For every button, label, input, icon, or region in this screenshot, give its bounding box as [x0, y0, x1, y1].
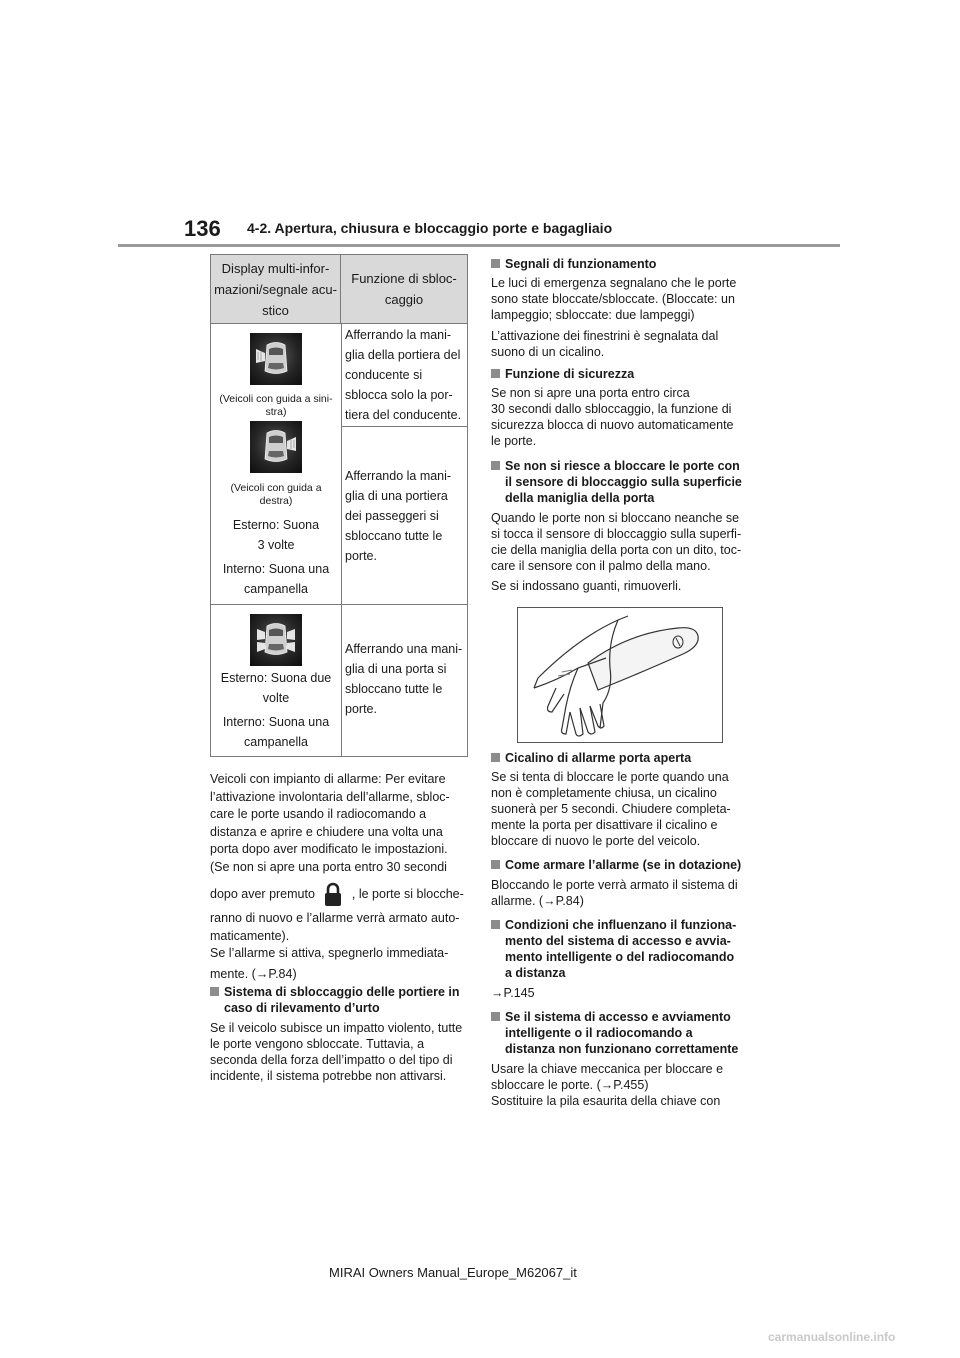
alarm-paragraph: Veicoli con impianto di allarme: Per evitare l’attivazione involontaria dell’allarme, sbloc- care le porte usando il radiocomando a distanza e aprire e chiudere una volta una porta dopo aver modificato le impostazioni. (Se non si apre una porta entro 30 secondi dopo aver premuto , le porte si blocche- ranno di nuovo e l’allarme verrà armato auto- maticamente). Se l’allarme si attiva, spegnerlo immediata- mente. (→P.84)	[210, 772, 464, 981]
car-left-door-unlock-icon	[250, 333, 302, 385]
bullet-square	[491, 753, 500, 762]
bullet-square	[491, 259, 500, 268]
row1-sound: Esterno: Suona 3 volte Interno: Suona una campanella	[222, 518, 330, 596]
malfunction-heading: Se il sistema di accesso e avviamento intelligente o il radiocomando a distanza non funzionano correttamente	[491, 1009, 775, 1057]
sensor-heading: Se non si riesce a bloccare le porte con il sensore di bloccaggio sulla superficie della maniglia della porta	[491, 458, 775, 506]
signals-heading: Segnali di funzionamento	[491, 256, 775, 272]
bullet-square	[491, 369, 500, 378]
lock-icon	[322, 882, 344, 908]
safety-heading: Funzione di sicurezza	[491, 366, 775, 382]
row1-function-driver: Afferrando la mani- glia della portiera del conducente si sblocca solo la por- tiera del conducente.	[345, 328, 462, 422]
table-column-divider	[341, 323, 342, 756]
unlock-function-table	[210, 254, 468, 757]
row1-function-passenger: Afferrando la mani- glia di una portiera dei passeggeri si sbloccano tutte le porte.	[345, 469, 452, 563]
page-number: 136	[184, 216, 221, 241]
hand-on-handle-drawing	[518, 608, 722, 742]
door-handle-illustration	[517, 607, 723, 743]
bullet-square	[491, 1012, 500, 1021]
conditions-page-reference[interactable]: →P.145	[491, 986, 535, 1000]
section-title: 4-2. Apertura, chiusura e bloccaggio porte e bagagliaio	[247, 220, 613, 236]
car-all-doors-unlock-icon	[250, 614, 302, 666]
arm-alarm-heading: Come armare l’allarme (se in dotazione)	[491, 857, 775, 873]
sensor-paragraph: Quando le porte non si bloccano neanche se si tocca il sensore di bloccaggio sulla superfi- cie della maniglia della porta con un dito, toc- care il sensore con il palmo della mano.	[491, 511, 742, 573]
buzzer-paragraph: Se si tenta di bloccare le porte quando una non è completamente chiusa, un cicalino suonerà per 5 secondi. Chiudere completa- mente la porta per disattivare il cicalino e bloccare di nuovo le porte del veicolo.	[491, 770, 731, 848]
safety-paragraph: Se non si apre una porta entro circa 30 secondi dallo sbloccaggio, la funzione di sicurezza blocca di nuovo automaticamente le porte.	[491, 386, 734, 448]
bullet-square	[210, 987, 219, 996]
caption-right-drive: (Veicoli con guida a destra)	[230, 482, 322, 507]
gloves-paragraph: Se si indossano guanti, rimuoverli.	[491, 579, 682, 593]
table-divider	[211, 604, 467, 605]
table-header-display: Display multi-infor- mazioni/segnale acu- stico	[211, 255, 341, 323]
caption-left-drive: (Veicoli con guida a sini- stra)	[219, 393, 333, 418]
bullet-square	[491, 920, 500, 929]
bullet-square	[491, 860, 500, 869]
arm-alarm-paragraph: Bloccando le porte verrà armato il sistema di allarme. (→P.84)	[491, 878, 738, 908]
watermark: carmanualsonline.info	[768, 1330, 896, 1344]
row2-function: Afferrando una mani- glia di una porta si sbloccano tutte le porte.	[345, 642, 463, 716]
car-right-door-unlock-icon	[250, 421, 302, 473]
buzzer-heading: Cicalino di allarme porta aperta	[491, 750, 775, 766]
crash-unlock-paragraph: Se il veicolo subisce un impatto violento, tutte le porte vengono sbloccate. Tuttavia, a seconda della forza dell’impatto o del tipo di incidente, il sistema potrebbe non attivarsi.	[210, 1021, 463, 1083]
header-rule	[118, 244, 840, 247]
table-divider	[211, 323, 467, 324]
footer-document-name: MIRAI Owners Manual_Europe_M62067_it	[329, 1265, 577, 1280]
malfunction-paragraph: Usare la chiave meccanica per bloccare e sbloccare le porte. (→P.455) Sostituire la pila esaurita della chiave con	[491, 1062, 724, 1108]
signals-paragraph: Le luci di emergenza segnalano che le porte sono state bloccate/sbloccate. (Bloccate: un lampeggio; sbloccate: due lampeggi) L’attivazione dei finestrini è segnalata dal suono di un cicalino.	[491, 276, 737, 359]
row2-sound: Esterno: Suona due volte Interno: Suona una campanella	[220, 671, 332, 749]
conditions-heading: Condizioni che influenzano il funziona- mento del sistema di accesso e avvia- mento intelligente o del radiocomando a distanza	[491, 917, 775, 981]
table-divider	[341, 426, 467, 427]
table-header-function: Funzione di sbloc- caggio	[341, 255, 467, 323]
bullet-square	[491, 461, 500, 470]
crash-unlock-heading: Sistema di sbloccaggio delle portiere in caso di rilevamento d’urto	[210, 984, 489, 1016]
